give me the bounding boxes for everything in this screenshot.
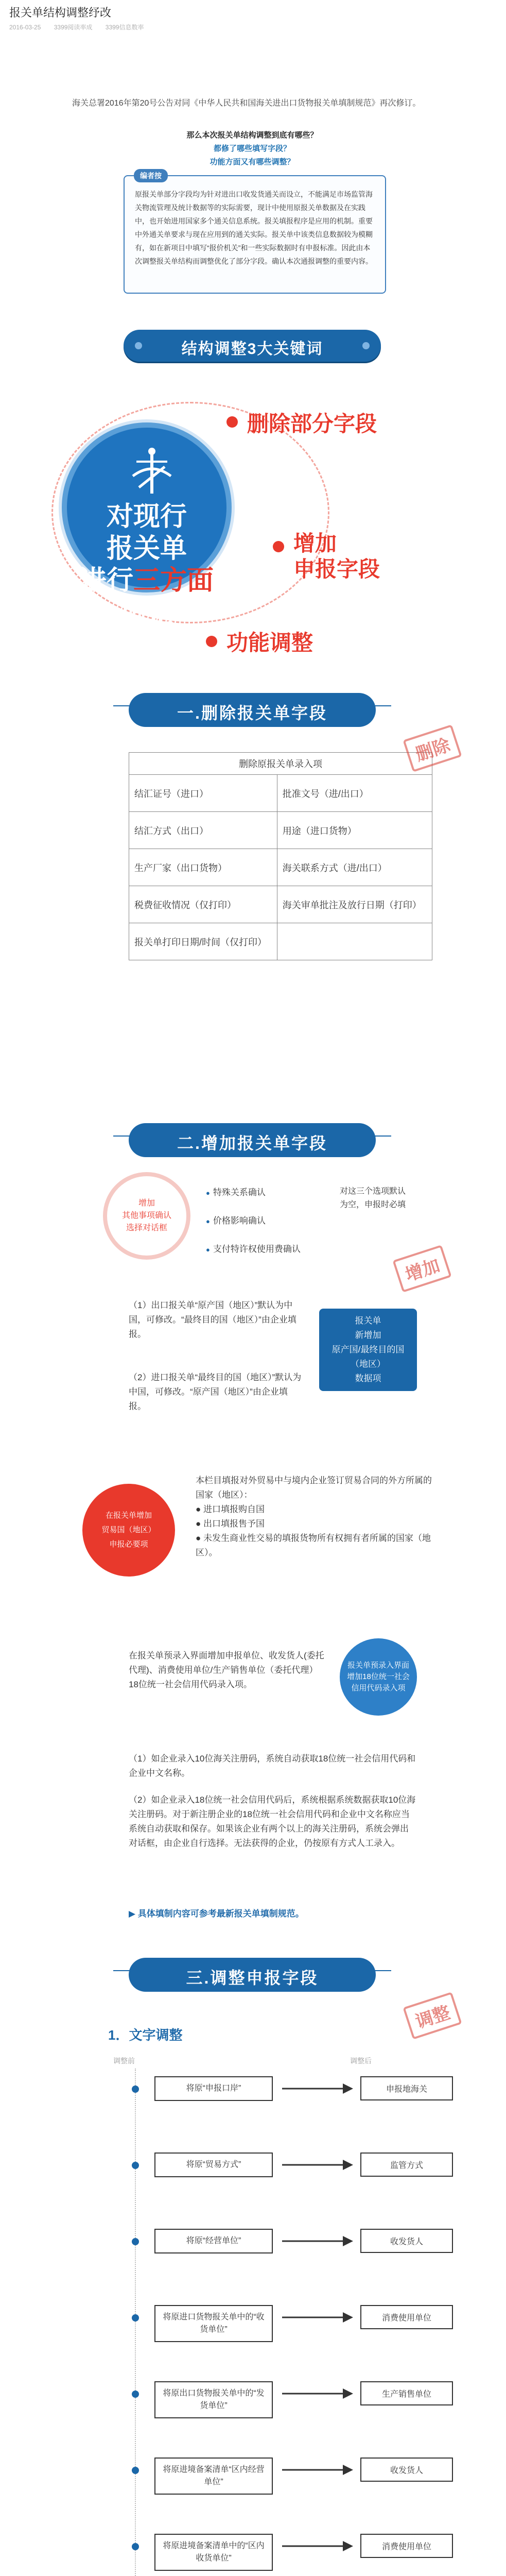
adjust-row-dot	[132, 2543, 139, 2550]
trade-item-2: ● 出口填报售予国	[196, 1519, 265, 1529]
question-3: 功能方面又有哪些调整？	[210, 158, 295, 166]
credit-para-2: （2）如企业录入18位统一社会信用代码后，系统根据系统数据获取10位海关注册码。对于新注册企业的18位统一社会信用代码和企业中文名称应当系统自动获取和保存。如果该企业有两个以上的海关注册码，系统会弹出对话框，由企业自行选择。无法获得的企业，仍按原有方式人工录入。	[129, 1795, 416, 1848]
keywords-bar-label: 结构调整3大关键词	[181, 341, 323, 358]
origin-para-1: （1）出口报关单“原产国（地区）”默认为中国，可修改。“最终目的国（地区）”由企业填报。	[129, 1300, 296, 1339]
hub-line-3a: 进行	[79, 566, 133, 596]
adjust-before-box: 将原“贸易方式”	[154, 2153, 273, 2177]
adjust-after-box: 申报地海关	[360, 2076, 453, 2100]
confirm-note: 对这三个选项默认为空，申报时必填	[340, 1187, 406, 1209]
branch-function: 功能调整	[226, 631, 313, 655]
hub-line-1: 对现行	[106, 502, 187, 532]
adjust-stamp: 调整	[403, 1992, 462, 2040]
hub-line-4: 调整	[119, 598, 173, 628]
section-2-title: 二.增加报关单字段	[177, 1134, 327, 1153]
adjust-arrow-icon	[282, 2539, 354, 2553]
adjust-before-box: 将原进境备案清单“区内经营单位”	[154, 2458, 273, 2495]
question-2: 都修了哪些填写字段？	[213, 144, 291, 153]
trade-country-para: 本栏目填报对外贸易中与境内企业签订贸易合同的外方所属的国家（地区）： ● 进口填报购自国 ● 出口填报售予国 ● 未发生商业性交易的填报货物所有权拥有者所属的国家（地区）。	[196, 1473, 432, 1560]
hub-line-2: 报关单	[106, 534, 187, 564]
table-row: 生产厂家（出口货物） 海关联系方式（进/出口）	[129, 849, 432, 886]
adjust-arrow-icon	[282, 2463, 354, 2477]
table-row: 税费征收情况（仅打印） 海关审单批注及放行日期（打印）	[129, 886, 432, 923]
adjust-after-box: 收发货人	[360, 2458, 453, 2482]
branch-dot-3	[206, 636, 217, 647]
adjust-after-box: 生产销售单位	[360, 2381, 453, 2405]
confirm-ring-outer	[103, 1172, 190, 1260]
adjust-row-dot	[132, 2391, 139, 2398]
credit-code-circle: 报关单预录入界面增加18位统一社会信用代码录入项	[340, 1638, 417, 1716]
section-1-header	[129, 693, 376, 727]
adjust-before-box: 将原出口货物报关单中的“发货单位”	[154, 2381, 273, 2418]
article-source[interactable]: 3399信息数率	[105, 24, 144, 31]
question-area	[118, 129, 386, 169]
confirm-ring-text: 增加 其他事项确认 选择对话框	[121, 1199, 171, 1232]
table-header: 删除原报关单录入项	[129, 753, 432, 775]
adjust-timeline	[135, 2069, 136, 2576]
adjust-arrow-icon	[282, 2081, 354, 2096]
adjust-before-box: 将原进境备案清单中的“区内收货单位”	[154, 2534, 273, 2571]
adjust-before-box: 将原“申报口岸”	[154, 2076, 273, 2101]
editor-note-box	[124, 172, 386, 294]
add-stamp: 增加	[392, 1245, 451, 1293]
table-row: 报关单打印日期/时间（仅打印）	[129, 923, 432, 960]
bullet-price-impact: ● 价格影响确认	[206, 1213, 266, 1226]
article-views: 3399阅读率成	[54, 24, 93, 31]
trade-item-1: ● 进口填报购自国	[196, 1504, 265, 1514]
bullet-special-relation: ● 特殊关系确认	[206, 1185, 266, 1198]
delete-stamp: 删除	[403, 724, 462, 772]
table-row: 结汇证号（进口） 批准文号（进/出口）	[129, 775, 432, 812]
origin-badge: 报关单 新增加 原产国/最终目的国（地区） 数据项	[319, 1309, 417, 1391]
article-meta	[9, 23, 155, 31]
table-row: 结汇方式（出口） 用途（进口货物）	[129, 812, 432, 849]
adjust-before-box: 将原进口货物报关单中的“收货单位”	[154, 2305, 273, 2342]
section-3-header	[129, 1958, 376, 1992]
adjust-row-dot	[132, 2238, 139, 2245]
adjust-arrow-icon	[282, 2234, 354, 2248]
adjust-row-dot	[132, 2162, 139, 2169]
hub-text	[67, 501, 226, 629]
deleted-fields-table	[129, 752, 432, 960]
article-title: 报关单结构调整纾改	[9, 6, 112, 19]
intro-paragraph: 海关总署2016年第20号公告对同《中华人民共和国海关进出口货物报关单填制规范》再次修订。	[72, 99, 421, 108]
bullet-royalty: ● 支付特许权使用费确认	[206, 1242, 301, 1255]
keywords-bar	[124, 330, 381, 362]
customs-emblem-icon	[124, 446, 180, 498]
article-date: 2016-03-25	[9, 24, 41, 31]
label-before: 调整前	[113, 2057, 135, 2065]
branch-delete: 删除部分字段	[247, 412, 377, 436]
credit-para-1: （1）如企业录入10位海关注册码，系统自动获取18位统一社会信用代码和企业中文名称。	[129, 1754, 416, 1778]
trade-country-tag: 在报关单增加 贸易国（地区） 申报必要项	[82, 1484, 175, 1577]
hub-line-3	[67, 565, 226, 597]
adjust-before-box: 将原“经营单位”	[154, 2229, 273, 2253]
hub-line-3-red: 三方面	[133, 566, 214, 596]
origin-para-2: （2）进口报关单“最终目的国（地区）”默认为中国，可修改。“原产国（地区）”由企业填报。	[129, 1372, 302, 1411]
branch-add: 增加 申报字段	[293, 531, 380, 581]
label-after: 调整后	[350, 2057, 372, 2065]
branch-dot-2	[273, 541, 284, 552]
adjust-arrow-icon	[282, 2310, 354, 2325]
adjust-row-dot	[132, 2086, 139, 2093]
text-adjust-heading: 1．文字调整	[108, 2027, 183, 2043]
section-1-title: 一.删除报关单字段	[177, 704, 327, 722]
branch-dot-1	[226, 416, 238, 428]
adjust-after-box: 消费使用单位	[360, 2305, 453, 2329]
editor-note-tag: 编者按	[134, 169, 168, 182]
adjust-after-box: 消费使用单位	[360, 2534, 453, 2558]
consignee-para: 在报关单预录入界面增加申报单位、收发货人(委托代理)、消费使用单位/生产销售单位（委托代理）18位统一社会信用代码录入项。	[129, 1651, 324, 1689]
adjust-after-box: 监管方式	[360, 2153, 453, 2177]
hub-circle	[62, 422, 232, 628]
adjust-after-box: 收发货人	[360, 2229, 453, 2253]
editor-note-text: 原报关单部分字段均为针对进出口收发货通关而设立，不能满足市场监管海关物流管理及统计数据等的实际需要，现计中使用原报关单数据及在实践中，也开始进用国家多个通关信息系统。报关填报程序是应用的机制。重要中外通关单要求与现在应用到的通关实际。报关单中该类信息数据较为模糊有，如在新项目中填写“报价机关”和一些实际数据时有申报标准。因此由本次调整报关单结构而调整优化了部分字段。确认本次通报调整的重要内容。	[135, 190, 373, 265]
adjust-arrow-icon	[282, 2158, 354, 2172]
section-2-header	[129, 1123, 376, 1157]
section-3-title: 三.调整申报字段	[186, 1969, 319, 1987]
question-1: 那么本次报关单结构调整到底有哪些？	[186, 131, 318, 140]
adjust-row-dot	[132, 2314, 139, 2321]
adjust-row-dot	[132, 2467, 139, 2474]
fill-spec-note: ▶ 具体填制内容可参考最新报关单填制规范。	[129, 1909, 304, 1919]
adjust-arrow-icon	[282, 2386, 354, 2401]
trade-item-3: ● 未发生商业性交易的填报货物所有权拥有者所属的国家（地区）。	[196, 1533, 431, 1557]
